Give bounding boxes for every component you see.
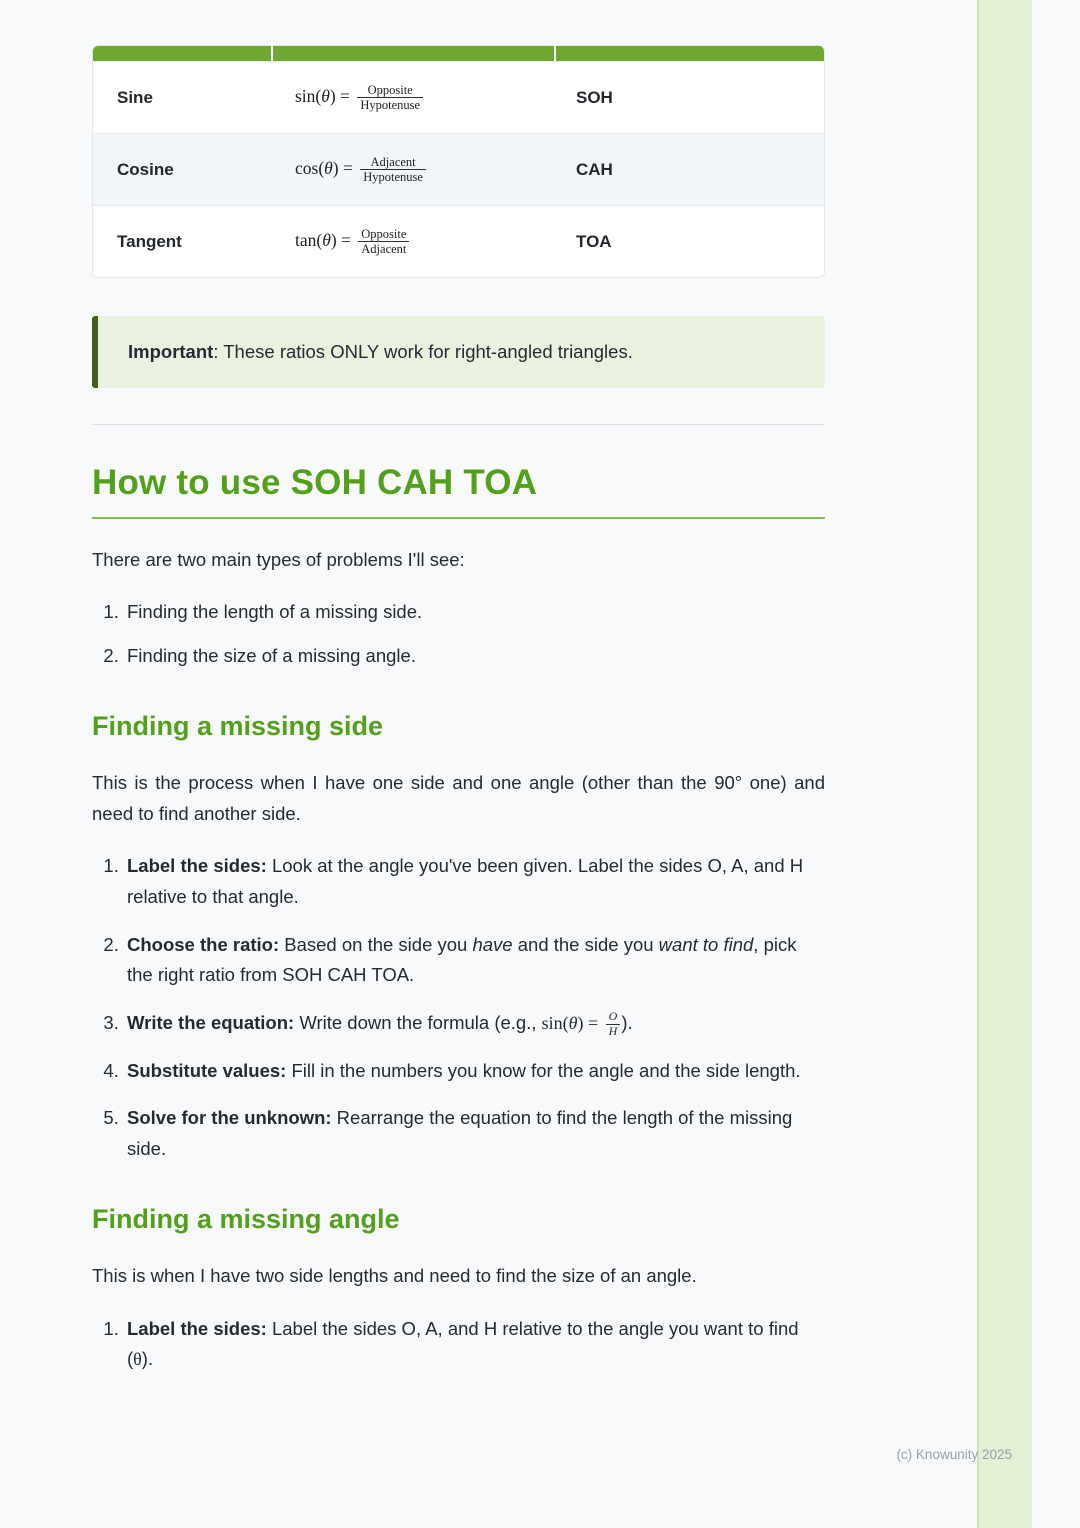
table-row — [93, 61, 824, 133]
list-item — [124, 1103, 825, 1164]
fraction-denominator: Adjacent — [358, 241, 409, 256]
step-text: Rearrange the equation to find the length of the missing side. — [127, 1107, 793, 1159]
intro-paragraph: There are two main types of problems I'll see: — [92, 548, 465, 570]
missing-side-intro: This is the process when I have one side and one angle (other than the 90° one) and need to find another side. — [92, 772, 825, 824]
table-header-cell — [273, 46, 554, 61]
step-text: , pick the right ratio from SOH CAH TOA. — [127, 933, 797, 986]
fraction — [357, 83, 423, 113]
step-text: and the side you — [512, 933, 659, 955]
side-band — [977, 0, 1032, 1528]
list-item — [124, 1056, 825, 1087]
fraction — [358, 227, 409, 257]
theta-symbol: θ — [321, 85, 330, 106]
formula-eq: ) = — [332, 157, 358, 178]
ratio-formula — [271, 227, 552, 257]
formula-fn: sin( — [541, 1012, 569, 1033]
list-item — [124, 1008, 825, 1039]
list-item — [124, 930, 825, 991]
formula-fn: sin( — [295, 85, 322, 106]
mnemonic: TOA — [576, 231, 612, 251]
step-lead: Solve for the unknown: — [127, 1107, 332, 1129]
formula-eq: ) = — [329, 85, 355, 106]
callout-lead: Important — [128, 341, 214, 362]
missing-side-steps-list — [92, 851, 825, 1164]
fraction-denominator: Hypotenuse — [360, 169, 426, 184]
formula-fn: tan( — [295, 229, 323, 250]
step-lead: Label the sides: — [127, 1317, 267, 1339]
fraction-denominator: H — [606, 1024, 621, 1039]
theta-symbol: θ — [568, 1012, 578, 1033]
mnemonic: SOH — [576, 87, 613, 107]
list-item — [124, 1314, 825, 1375]
mnemonic: CAH — [576, 159, 613, 179]
fraction-numerator: Adjacent — [370, 154, 416, 169]
problem-types-list — [92, 597, 825, 671]
theta-symbol: θ — [133, 1349, 142, 1370]
ratio-name: Tangent — [117, 231, 182, 251]
section-heading-missing-angle: Finding a missing angle — [92, 1204, 400, 1235]
fraction — [360, 155, 426, 185]
fraction-denominator: Hypotenuse — [357, 97, 423, 112]
list-item: 2. Finding the size of a missing angle. — [124, 641, 825, 672]
step-lead: Substitute values: — [127, 1059, 287, 1081]
ratio-formula — [271, 155, 552, 185]
step-text: Look at the angle you've been given. Label the sides O, A, and H relative to that angle. — [127, 855, 804, 907]
ratio-formula — [271, 83, 552, 113]
table-header-row — [93, 46, 824, 61]
page-title: How to use SOH CAH TOA — [92, 463, 825, 519]
table-header-cell — [93, 46, 271, 61]
ratio-name: Cosine — [117, 159, 174, 179]
important-callout — [92, 316, 825, 388]
step-text-italic: have — [472, 933, 513, 955]
formula-eq: ) = — [577, 1012, 603, 1033]
missing-angle-steps-list — [92, 1314, 825, 1375]
fraction-numerator: O — [608, 1009, 618, 1024]
step-text: ). — [141, 1348, 154, 1370]
list-item: 1. Finding the length of a missing side. — [124, 597, 825, 628]
fraction-numerator: Opposite — [367, 82, 413, 97]
formula-fn: cos( — [295, 157, 325, 178]
copyright-footer: (c) Knowunity 2025 — [896, 1447, 1012, 1462]
section-heading-missing-side: Finding a missing side — [92, 711, 384, 742]
step-lead: Write the equation: — [127, 1011, 295, 1033]
fraction-numerator: Opposite — [361, 226, 407, 241]
table-row — [93, 133, 824, 205]
divider — [92, 424, 825, 425]
table-header-cell — [556, 46, 824, 61]
step-text-italic: want to find — [658, 933, 754, 955]
formula-eq: ) = — [330, 229, 356, 250]
table-row — [93, 205, 824, 277]
ratio-name: Sine — [117, 87, 153, 107]
fraction — [606, 1010, 621, 1039]
theta-symbol: θ — [324, 157, 333, 178]
step-lead: Label the sides: — [127, 855, 267, 877]
missing-angle-intro: This is when I have two side lengths and need to find the size of an angle. — [92, 1265, 697, 1287]
step-lead: Choose the ratio: — [127, 933, 280, 955]
list-item — [124, 851, 825, 912]
inline-formula — [541, 1009, 622, 1038]
step-text: Label the sides O, A, and H relative to the angle you want to find ( — [127, 1317, 799, 1370]
theta-symbol: θ — [322, 229, 331, 250]
step-text: Based on the side you — [279, 933, 473, 955]
trig-ratios-table — [92, 45, 825, 278]
step-text: ). — [621, 1011, 633, 1033]
callout-text: : These ratios ONLY work for right-angled triangles. — [213, 341, 633, 362]
step-text: Write down the formula (e.g., — [294, 1011, 542, 1033]
content-column — [92, 0, 825, 1392]
step-text: Fill in the numbers you know for the angle and the side length. — [286, 1059, 801, 1081]
